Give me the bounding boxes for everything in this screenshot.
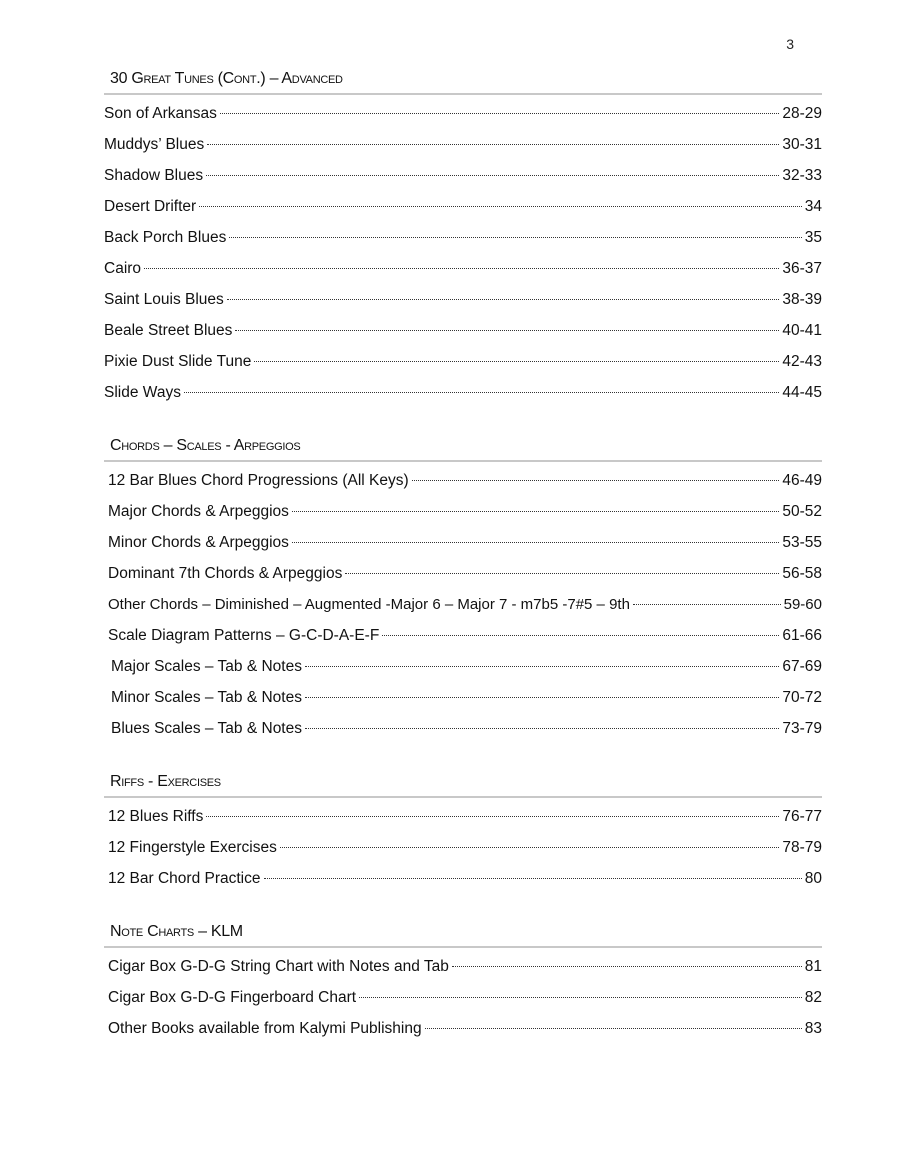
- dot-leader: [305, 697, 779, 698]
- dot-leader: [292, 511, 779, 512]
- entry-title: Pixie Dust Slide Tune: [104, 353, 252, 370]
- entry-pages: 50-52: [782, 503, 822, 520]
- toc-entry[interactable]: [104, 808, 822, 839]
- dot-leader: [633, 604, 781, 605]
- toc-entry[interactable]: [104, 167, 822, 198]
- entry-title: 12 Fingerstyle Exercises: [108, 839, 277, 856]
- toc-entry[interactable]: [104, 136, 822, 167]
- section-heading: 30 Great Tunes (Cont.) – Advanced: [104, 70, 822, 95]
- entry-pages: 40-41: [782, 322, 822, 339]
- entry-title: Dominant 7th Chords & Arpeggios: [108, 565, 343, 582]
- toc-section-riffs: [104, 773, 822, 901]
- dot-leader: [207, 144, 779, 145]
- entry-title: Slide Ways: [104, 384, 181, 401]
- dot-leader: [264, 878, 802, 879]
- toc-entry[interactable]: [104, 503, 822, 534]
- entry-pages: 44-45: [782, 384, 822, 401]
- entry-title: Scale Diagram Patterns – G-C-D-A-E-F: [108, 627, 380, 644]
- dot-leader: [452, 966, 802, 967]
- entry-pages: 81: [804, 958, 822, 975]
- entry-title: Minor Scales – Tab & Notes: [111, 689, 302, 706]
- page-number: 3: [786, 36, 794, 52]
- toc-entry[interactable]: [104, 322, 822, 353]
- entry-title: Cairo: [104, 260, 142, 277]
- entry-title: Cigar Box G-D-G Fingerboard Chart: [108, 989, 357, 1006]
- entry-title: Back Porch Blues: [104, 229, 227, 246]
- toc-section-advanced-tunes: [104, 70, 822, 415]
- entry-pages: 61-66: [782, 627, 822, 644]
- dot-leader: [206, 816, 779, 817]
- dot-leader: [359, 997, 802, 998]
- toc-entry[interactable]: [104, 198, 822, 229]
- toc-entry[interactable]: [104, 989, 822, 1020]
- entry-pages: 82: [804, 989, 822, 1006]
- dot-leader: [229, 237, 801, 238]
- toc-entry[interactable]: [104, 720, 822, 751]
- dot-leader: [227, 299, 780, 300]
- section-heading: Chords – Scales - Arpeggios: [104, 437, 822, 462]
- dot-leader: [425, 1028, 802, 1029]
- dot-leader: [412, 480, 780, 481]
- entry-pages: 76-77: [782, 808, 822, 825]
- entry-title: Major Scales – Tab & Notes: [111, 658, 302, 675]
- dot-leader: [254, 361, 779, 362]
- entry-title: Desert Drifter: [104, 198, 197, 215]
- entry-pages: 78-79: [782, 839, 822, 856]
- dot-leader: [345, 573, 779, 574]
- entry-title: Son of Arkansas: [104, 105, 217, 122]
- section-heading: Riffs - Exercises: [104, 773, 822, 798]
- entry-pages: 36-37: [782, 260, 822, 277]
- toc-entry[interactable]: [104, 689, 822, 720]
- toc-entry[interactable]: [104, 870, 822, 901]
- toc-section-note-charts: [104, 923, 822, 1051]
- toc-entry[interactable]: [104, 353, 822, 384]
- dot-leader: [144, 268, 779, 269]
- dot-leader: [280, 847, 780, 848]
- entry-pages: 38-39: [782, 291, 822, 308]
- toc-section-chords-scales: [104, 437, 822, 751]
- toc-entry[interactable]: [104, 384, 822, 415]
- entry-pages: 35: [804, 229, 822, 246]
- dot-leader: [206, 175, 779, 176]
- table-of-contents: [104, 70, 822, 1073]
- entry-pages: 46-49: [782, 472, 822, 489]
- entry-pages: 83: [804, 1020, 822, 1037]
- toc-entry[interactable]: [104, 472, 822, 503]
- entry-title: Major Chords & Arpeggios: [108, 503, 289, 520]
- entry-title: Beale Street Blues: [104, 322, 233, 339]
- entry-title: Muddys’ Blues: [104, 136, 205, 153]
- dot-leader: [184, 392, 779, 393]
- toc-entry[interactable]: [104, 229, 822, 260]
- entry-title: 12 Bar Blues Chord Progressions (All Keys): [108, 472, 409, 489]
- entry-pages: 32-33: [782, 167, 822, 184]
- entry-pages: 59-60: [783, 596, 822, 613]
- entry-pages: 80: [804, 870, 822, 887]
- toc-entry[interactable]: [104, 565, 822, 596]
- entry-pages: 67-69: [782, 658, 822, 675]
- dot-leader: [220, 113, 779, 114]
- entry-title: Shadow Blues: [104, 167, 204, 184]
- section-heading: Note Charts – KLM: [104, 923, 822, 948]
- entry-pages: 70-72: [782, 689, 822, 706]
- toc-entry[interactable]: [104, 260, 822, 291]
- entry-pages: 42-43: [782, 353, 822, 370]
- toc-entry[interactable]: [104, 658, 822, 689]
- entry-title: 12 Bar Chord Practice: [108, 870, 261, 887]
- toc-entry[interactable]: [104, 105, 822, 136]
- dot-leader: [305, 666, 779, 667]
- dot-leader: [382, 635, 779, 636]
- dot-leader: [305, 728, 779, 729]
- toc-entry[interactable]: [104, 596, 822, 627]
- dot-leader: [235, 330, 779, 331]
- toc-entry[interactable]: [104, 839, 822, 870]
- entry-pages: 30-31: [782, 136, 822, 153]
- dot-leader: [199, 206, 802, 207]
- toc-entry[interactable]: [104, 291, 822, 322]
- toc-entry[interactable]: [104, 534, 822, 565]
- entry-pages: 73-79: [782, 720, 822, 737]
- entry-pages: 53-55: [782, 534, 822, 551]
- entry-title: Cigar Box G-D-G String Chart with Notes and Tab: [108, 958, 449, 975]
- entry-pages: 28-29: [782, 105, 822, 122]
- entry-pages: 34: [804, 198, 822, 215]
- entry-title: Minor Chords & Arpeggios: [108, 534, 289, 551]
- entry-title: Other Chords – Diminished – Augmented -Major 6 – Major 7 - m7b5 -7#5 – 9th: [108, 596, 630, 613]
- toc-entry[interactable]: [104, 958, 822, 989]
- entry-title: Saint Louis Blues: [104, 291, 224, 308]
- dot-leader: [292, 542, 779, 543]
- entry-title: 12 Blues Riffs: [108, 808, 204, 825]
- entry-title: Other Books available from Kalymi Publishing: [108, 1020, 422, 1037]
- entry-title: Blues Scales – Tab & Notes: [111, 720, 302, 737]
- toc-entry[interactable]: [104, 627, 822, 658]
- toc-entry[interactable]: [104, 1020, 822, 1051]
- entry-pages: 56-58: [782, 565, 822, 582]
